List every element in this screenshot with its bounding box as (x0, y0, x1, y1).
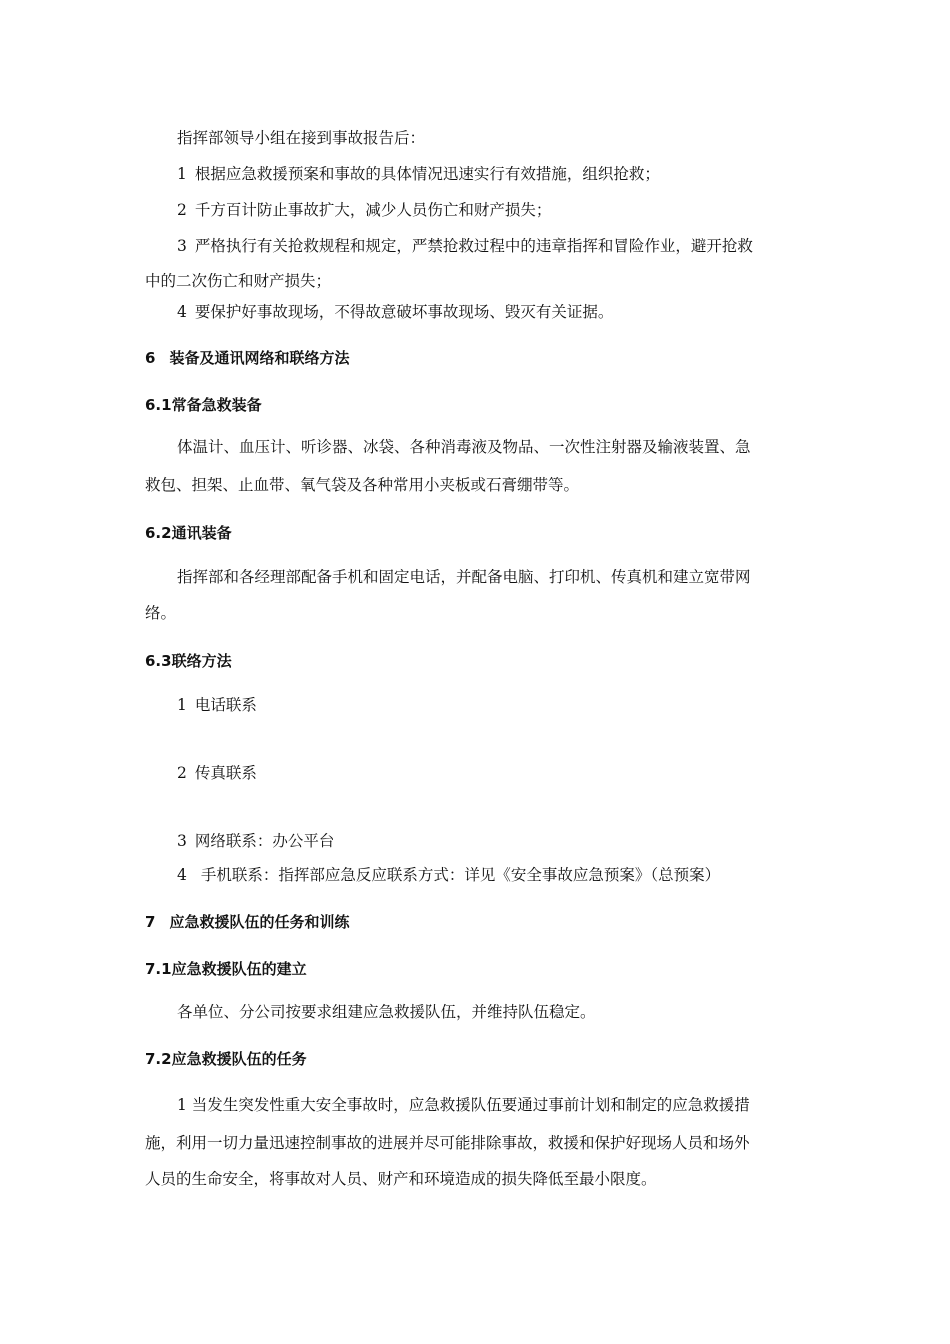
subsection-heading-6-2: 6.2通讯装备 (145, 524, 232, 542)
paragraph-line: 1 当发生突发性重大安全事故时，应急救援队伍要通过事前计划和制定的应急救援措 (177, 1096, 750, 1114)
section-title: 装备及通讯网络和联络方法 (169, 349, 350, 367)
section-title: 应急救援队伍的任务和训练 (169, 913, 350, 931)
paragraph-line: 救包、担架、止血带、氧气袋及各种常用小夹板或石膏绷带等。 (145, 476, 580, 494)
list-item (177, 831, 805, 851)
list-item-continuation: 中的二次伤亡和财产损失； (145, 272, 332, 290)
list-number: 3 (177, 237, 187, 255)
section-number: 7 (145, 913, 156, 931)
list-item (177, 865, 805, 885)
list-text: 手机联系：指挥部应急反应联系方式：详见《安全事故应急预案》（总预案） (200, 866, 721, 884)
list-text: 网络联系：办公平台 (194, 832, 335, 850)
list-number: 4 (177, 303, 187, 321)
section-heading-6 (145, 348, 805, 368)
list-text: 严格执行有关抢救规程和规定，严禁抢救过程中的违章指挥和冒险作业，避开抢救 (194, 237, 753, 255)
subsection-heading-7-2: 7.2应急救援队伍的任务 (145, 1050, 307, 1068)
subsection-heading-6-3: 6.3联络方法 (145, 652, 232, 670)
paragraph-line: 指挥部和各经理部配备手机和固定电话，并配备电脑、打印机、传真机和建立宽带网 (177, 568, 751, 586)
list-item (177, 302, 805, 322)
paragraph-line: 络。 (145, 604, 177, 622)
paragraph-line: 人员的生命安全，将事故对人员、财产和环境造成的损失降低至最小限度。 (145, 1170, 657, 1188)
list-text: 要保护好事故现场，不得故意破坏事故现场、毁灭有关证据。 (194, 303, 614, 321)
list-item (177, 763, 805, 783)
list-item (177, 200, 805, 220)
list-number: 1 (177, 165, 187, 183)
paragraph-line: 施，利用一切力量迅速控制事故的进展并尽可能排除事故，救援和保护好现场人员和场外 (145, 1134, 750, 1152)
subsection-heading-7-1: 7.1应急救援队伍的建立 (145, 960, 307, 978)
list-text: 电话联系 (194, 696, 257, 714)
section-heading-7 (145, 912, 805, 932)
paragraph-line: 体温计、血压计、听诊器、冰袋、各种消毒液及物品、一次性注射器及输液装置、急 (177, 438, 751, 456)
subsection-heading-6-1: 6.1常备急救装备 (145, 396, 262, 414)
list-number: 2 (177, 201, 187, 219)
list-number: 1 (177, 696, 187, 714)
list-item (177, 236, 805, 256)
list-text: 传真联系 (194, 764, 257, 782)
section-number: 6 (145, 349, 156, 367)
list-item (177, 695, 805, 715)
list-number: 3 (177, 832, 187, 850)
list-text: 千方百计防止事故扩大，减少人员伤亡和财产损失； (194, 201, 552, 219)
list-number: 2 (177, 764, 187, 782)
list-item (177, 164, 805, 184)
list-text: 根据应急救援预案和事故的具体情况迅速实行有效措施，组织抢救； (194, 165, 660, 183)
paragraph-intro: 指挥部领导小组在接到事故报告后： (177, 129, 426, 147)
paragraph-line: 各单位、分公司按要求组建应急救援队伍，并维持队伍稳定。 (177, 1003, 596, 1021)
list-number: 4 (177, 866, 187, 884)
